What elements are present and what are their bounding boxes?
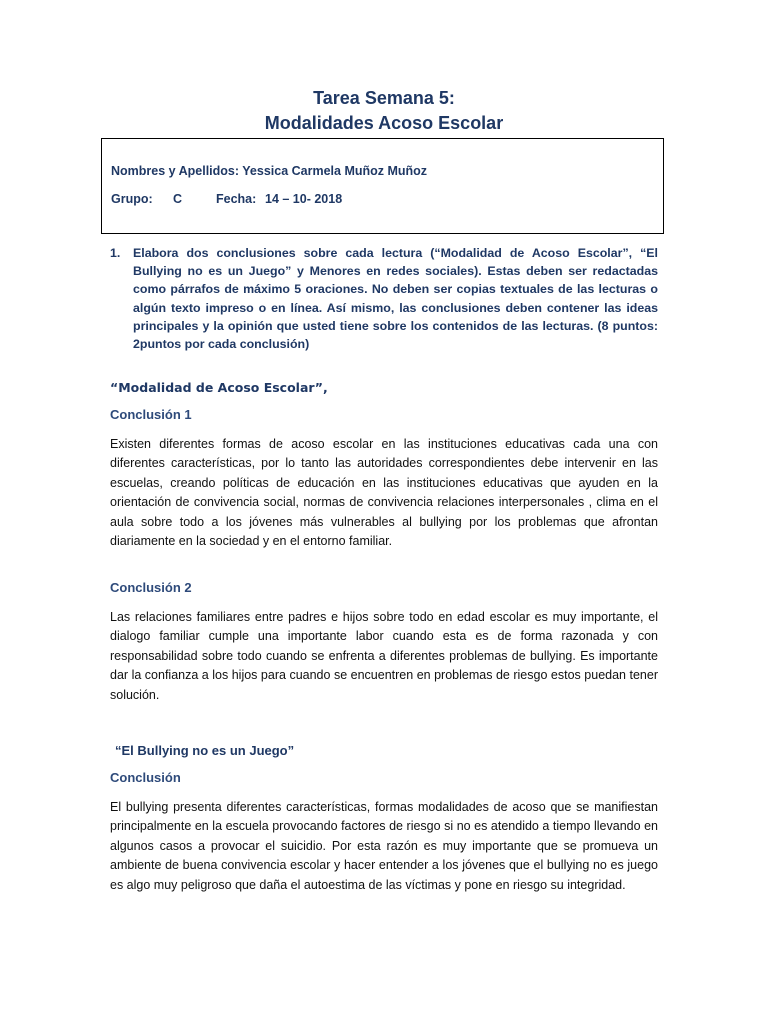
conclusion1-label: Conclusión 1 <box>110 407 192 422</box>
instruction-item <box>110 244 658 353</box>
document-subtitle: Modalidades Acoso Escolar <box>264 113 504 133</box>
group-value: C <box>173 192 183 206</box>
conclusion-text: El bullying presenta diferentes características, formas modalidades de acoso que se manifiestan principalmente en la escuela provocando factores de riesgo si no es atendido a tiempo llevando en algunos casos a provocar el suicidio. Por esta razón es muy importante que se promueva un ambiente de buena convivencia escolar y hacer entender a los jóvenes que el bullying no es juego es algo muy peligroso que daña el autoestima de las víctimas y pone en riesgo su integridad. <box>110 800 658 892</box>
instruction-number: 1. <box>110 246 121 260</box>
student-info-box <box>101 138 664 234</box>
date-label: Fecha: <box>216 192 257 206</box>
group-date-line <box>111 192 343 206</box>
conclusion1-text: Existen diferentes formas de acoso escolar en las instituciones educativas cada una con diferentes características, por lo tanto las autoridades correspondientes debe intervenir en las escuelas, creando políticas de educación en las instituciones educativas que ayuden en la orientación de convivencia social, normas de convivencia relaciones interpersonales , clima en el aula sobre todo a los jóvenes más vulnerables al bullying por los problemas que afrontan diariamente en la sociedad y en el entorno familiar. <box>110 437 658 549</box>
instruction-text: Elabora dos conclusiones sobre cada lectura (“Modalidad de Acoso Escolar”, “El Bullying no es un Juego” y Menores en redes sociales). Estas deben ser redactadas como párrafos de máximo 5 oraciones. No deben ser copias textuales de las lecturas o algún texto impreso o en línea. Así mismo, las conclusiones deben contener las ideas principales y la opinión que usted tiene sobre los contenidos de las lecturas. (8 puntos: 2puntos por cada conclusión) <box>133 246 658 352</box>
conclusion-label: Conclusión <box>110 770 181 785</box>
section2-heading: “El Bullying no es un Juego” <box>115 743 295 758</box>
conclusion2-label: Conclusión 2 <box>110 580 192 595</box>
section1-heading: “Modalidad de Acoso Escolar”, <box>110 380 328 395</box>
conclusion2-text: Las relaciones familiares entre padres e hijos sobre todo en edad escolar es muy importante, el dialogo familiar cumple una importante labor cuando esta es de forma razonada y con responsabilidad sobre todo cuando se enfrenta a diferentes problemas de bullying. Es importante dar la confianza a los hijos para cuando se encuentren en problemas de riesgo estos puedan tener solución. <box>110 610 658 702</box>
group-label: Grupo: <box>111 192 153 206</box>
student-names: Nombres y Apellidos: Yessica Carmela Muñoz Muñoz <box>111 164 428 178</box>
document-title: Tarea Semana 5: <box>313 88 455 108</box>
date-value: 14 – 10- 2018 <box>265 192 343 206</box>
